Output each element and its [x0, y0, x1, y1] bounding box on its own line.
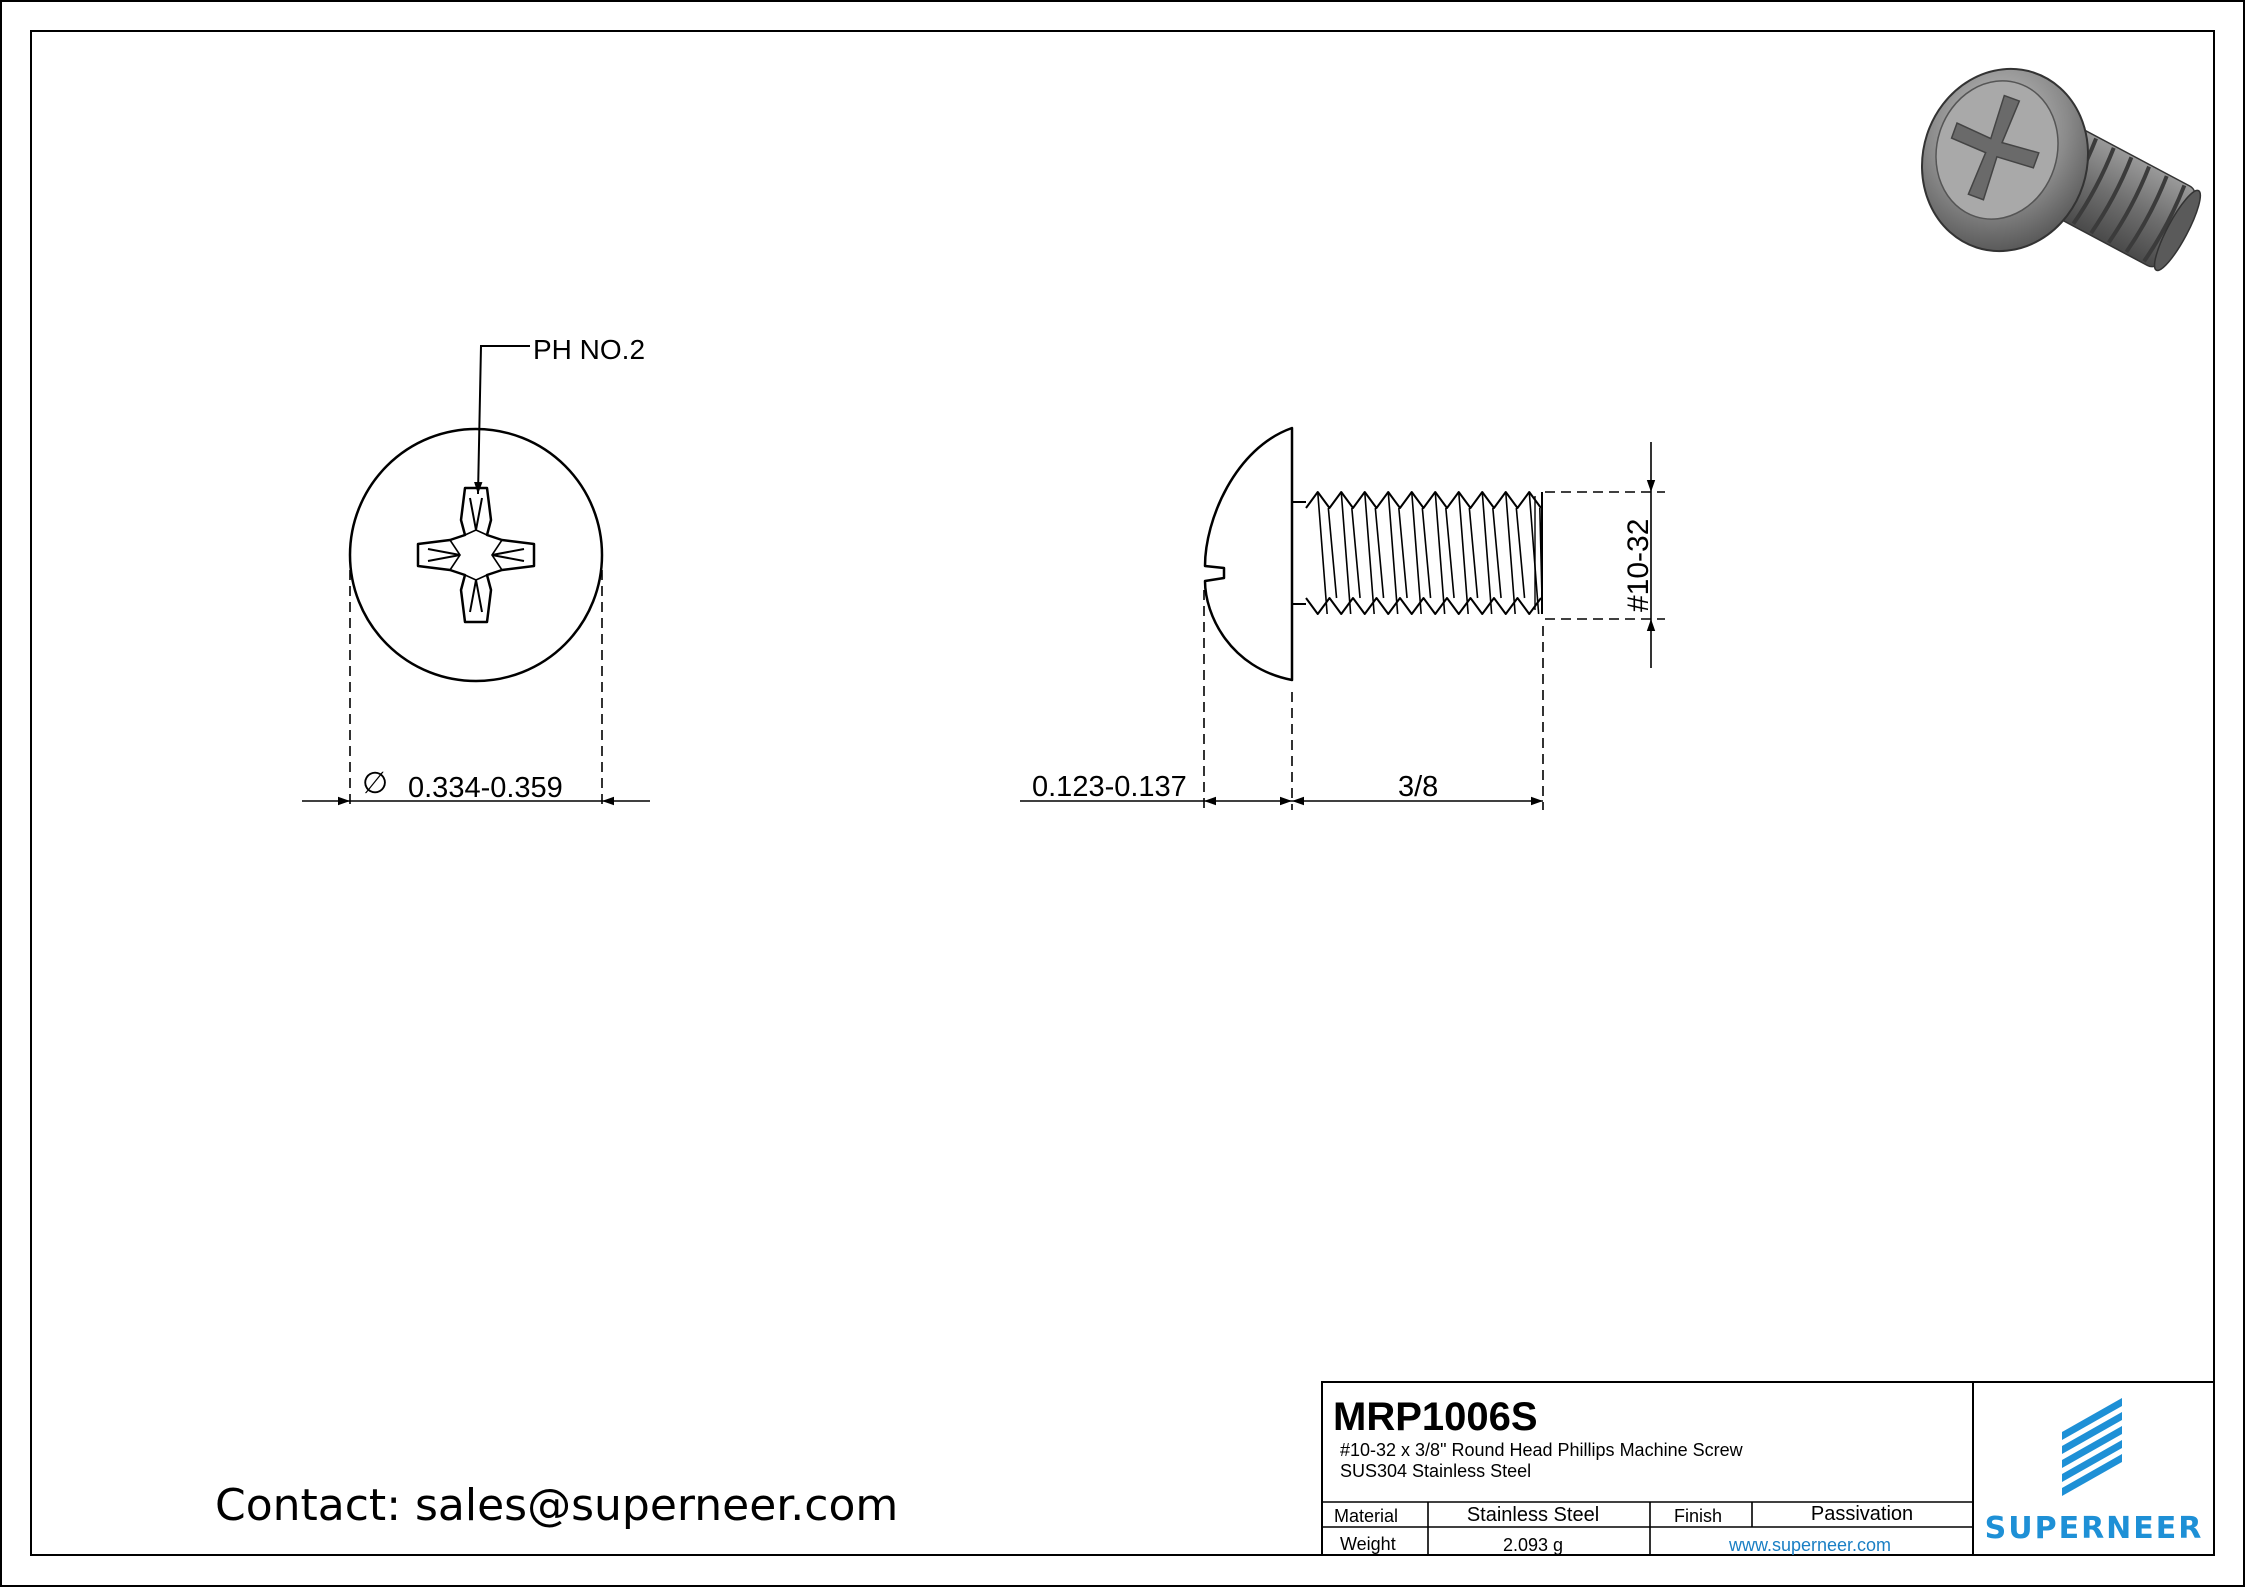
thread-flank-line	[1459, 492, 1468, 614]
thread-flank-line	[1506, 492, 1515, 614]
part-number: MRP1006S	[1333, 1395, 1538, 1439]
thread-flank-line	[1412, 492, 1421, 614]
material-description: SUS304 Stainless Steel	[1340, 1461, 1532, 1481]
weight-value: 2.093 g	[1502, 1535, 1564, 1555]
title-block	[1322, 1382, 2214, 1555]
thread-flanks	[1318, 492, 1542, 614]
head-diameter-value: 0.334-0.359	[408, 772, 563, 804]
website-link: www.superneer.com	[1728, 1535, 1892, 1555]
thread-root-line	[1493, 508, 1501, 598]
part-description: #10-32 x 3/8" Round Head Phillips Machine Screw	[1340, 1440, 1743, 1460]
thread-root-line	[1399, 508, 1407, 598]
head-diameter-dimension	[302, 570, 650, 810]
thread-root-line	[1422, 508, 1430, 598]
finish-label: Finish	[1673, 1506, 1723, 1526]
material-value: Stainless Steel	[1466, 1504, 1600, 1526]
thread-flank-line	[1529, 492, 1538, 614]
thread-root-line	[1516, 508, 1524, 598]
phillips-leader	[478, 334, 645, 494]
weight-label: Weight	[1340, 1534, 1396, 1554]
contact-email: Contact: sales@superneer.com	[215, 1480, 899, 1531]
thread-root-line	[1328, 508, 1336, 598]
thread-size-value: #10-32	[1622, 518, 1655, 612]
thread-root-line	[1446, 508, 1454, 598]
thread-flank-line	[1341, 492, 1350, 614]
head-height-value: 0.123-0.137	[1032, 771, 1187, 803]
thread-flank-line	[1365, 492, 1374, 614]
diameter-symbol: ∅	[362, 767, 389, 800]
head-top-view	[350, 429, 602, 681]
thread-flank-line	[1435, 492, 1444, 614]
length-dimension	[1020, 590, 1543, 810]
thread-crest-bottom	[1306, 598, 1541, 614]
screw-side-view	[1205, 428, 1542, 680]
thread-flank-line	[1318, 492, 1327, 614]
length-value: 3/8	[1398, 771, 1439, 803]
thread-size-dimension	[1545, 442, 1665, 668]
thread-root-line	[1375, 508, 1383, 598]
thread-root-line	[1352, 508, 1360, 598]
thread-root-line	[1469, 508, 1477, 598]
finish-value: Passivation	[1810, 1503, 1914, 1525]
phillips-label: PH NO.2	[533, 334, 646, 365]
screw-render-icon	[1899, 47, 2208, 275]
thread-flank-line	[1482, 492, 1491, 614]
thread-flank-line	[1388, 492, 1397, 614]
material-label: Material	[1334, 1506, 1399, 1526]
brand-name: SUPERNEER	[1984, 1511, 2204, 1546]
